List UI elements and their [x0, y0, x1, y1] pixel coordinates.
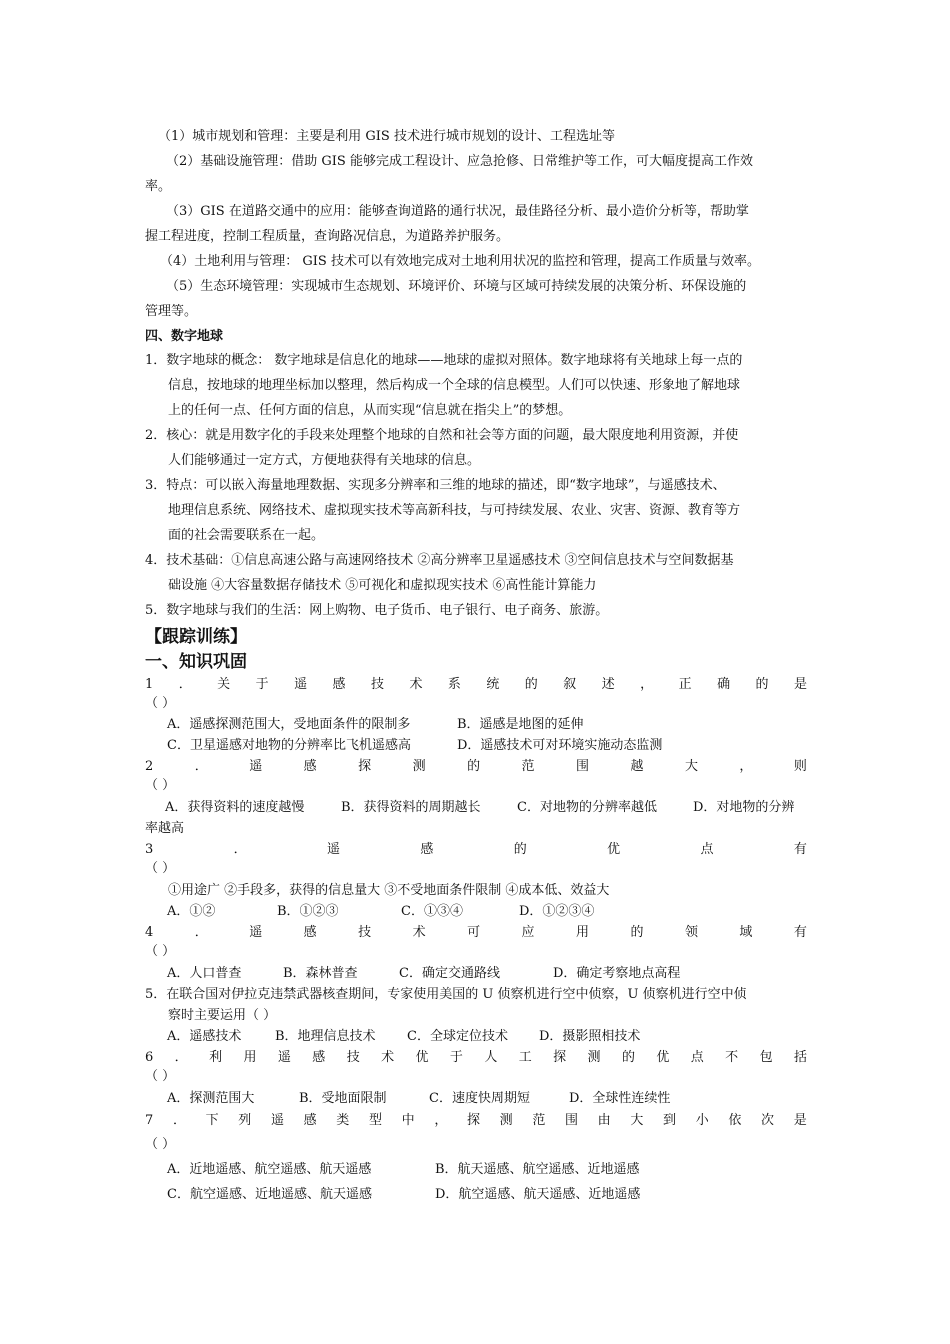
question-3-option-b[interactable]: B．①②③ [277, 904, 339, 919]
question-6-option-c[interactable]: C．速度快周期短 [429, 1091, 530, 1106]
stem-char: 工 [518, 1050, 532, 1065]
question-1-option-b[interactable]: B．遥感是地图的延伸 [457, 717, 584, 732]
stem-char: 优 [656, 1050, 670, 1065]
stem-char: 测 [412, 759, 426, 774]
stem-char: 有 [793, 925, 807, 940]
question-7-blank: （ ） [145, 1137, 176, 1152]
question-4-option-b[interactable]: B．森林普查 [283, 966, 358, 981]
question-5-option-c[interactable]: C．全球定位技术 [407, 1029, 508, 1044]
digital-earth-item-4: 4．技术基础：①信息高速公路与高速网络技术 ②高分辨率卫星遥感技术 ③空间信息技术与空间数据基 [145, 553, 734, 568]
question-7-stem [145, 1112, 807, 1130]
question-6-stem [145, 1049, 807, 1067]
stem-char: 3 [145, 842, 154, 857]
stem-char: 大 [684, 759, 698, 774]
question-4-blank: （ ） [145, 944, 176, 959]
digital-earth-item-1-cont: 信息，按地球的地理坐标加以整理，然后构成一个全球的信息模型。人们可以快速、形象地了解地球 [168, 378, 741, 393]
stem-char: ， [434, 1113, 448, 1128]
question-7-option-d[interactable]: D．航空遥感、航天遥感、近地遥感 [435, 1187, 641, 1202]
stem-char: 遥 [277, 1050, 291, 1065]
stem-char: 遥 [249, 759, 263, 774]
stem-char: 优 [415, 1050, 429, 1065]
stem-char: 于 [255, 677, 269, 692]
stem-char: 范 [521, 759, 535, 774]
stem-char: 正 [678, 677, 692, 692]
digital-earth-item-3-cont2: 面的社会需要联系在一起。 [168, 528, 325, 543]
gis-app-traffic: （3）GIS 在道路交通中的应用：能够查询道路的通行状况，最佳路径分析、最小造价分析等，帮助掌 [166, 204, 749, 219]
stem-char: 域 [739, 925, 753, 940]
question-2-option-b[interactable]: B．获得资料的周期越长 [341, 800, 481, 815]
gis-app-traffic-cont: 握工程进度，控制工程质量，查询路况信息，为道路养护服务。 [145, 229, 510, 244]
stem-char: 依 [728, 1113, 742, 1128]
stem-char: 领 [684, 925, 698, 940]
stem-char: 系 [447, 677, 461, 692]
stem-char: 7 [145, 1113, 154, 1128]
stem-char: 的 [524, 677, 538, 692]
section-heading-digital-earth: 四、数字地球 [145, 329, 224, 344]
question-6-option-a[interactable]: A．探测范围大 [167, 1091, 255, 1106]
question-5-stem-cont: 察时主要运用（ ） [168, 1008, 277, 1023]
stem-char: 探 [553, 1050, 567, 1065]
question-1-option-c[interactable]: C．卫星遥感对地物的分辨率比飞机遥感高 [167, 738, 411, 753]
digital-earth-item-5: 5．数字地球与我们的生活：网上购物、电子货币、电子银行、电子商务、旅游。 [145, 603, 609, 618]
stem-char: ． [194, 759, 208, 774]
stem-char: 探 [466, 1113, 480, 1128]
stem-char: 有 [793, 842, 807, 857]
gis-app-land-use: （4）土地利用与管理： GIS 技术可以有效地完成对土地利用状况的监控和管理，提高工作质量与效率。 [160, 254, 760, 269]
stem-char: 可 [467, 925, 481, 940]
stem-char: 的 [630, 925, 644, 940]
digital-earth-item-3-cont: 地理信息系统、网络技术、虚拟现实技术等高新科技，与可持续发展、农业、灾害、资源、教育等方 [168, 503, 741, 518]
question-1-blank: （ ） [145, 696, 176, 711]
digital-earth-item-1: 1．数字地球的概念： 数字地球是信息化的地球——地球的虚拟对照体。数字地球将有关地球上每一点的 [145, 353, 743, 368]
question-2-option-d-cont: 率越高 [145, 821, 185, 836]
stem-char: 则 [793, 759, 807, 774]
stem-char: 技 [358, 925, 372, 940]
stem-char: 由 [597, 1113, 611, 1128]
stem-char: 感 [303, 1113, 317, 1128]
stem-char: 列 [238, 1113, 252, 1128]
stem-char: ． [172, 1113, 186, 1128]
gis-app-infrastructure-cont: 率。 [145, 179, 172, 194]
stem-char: 术 [381, 1050, 395, 1065]
question-5-stem: 5．在联合国对伊拉克违禁武器核查期间，专家使用美国的 U 侦察机进行空中侦察，U 侦察机进行空中侦 [145, 987, 747, 1002]
question-5-option-a[interactable]: A．遥感技术 [167, 1029, 242, 1044]
stem-char: 4 [145, 925, 154, 940]
stem-char: 人 [484, 1050, 498, 1065]
stem-char: 越 [630, 759, 644, 774]
stem-char: 型 [368, 1113, 382, 1128]
stem-char: 感 [420, 842, 434, 857]
stem-char: 中 [401, 1113, 415, 1128]
stem-char: 统 [486, 677, 500, 692]
stem-char: 的 [467, 759, 481, 774]
digital-earth-item-3: 3．特点：可以嵌入海量地理数据、实现多分辨率和三维的地球的描述，即“数字地球”，与遥感技术、 [145, 478, 726, 493]
question-5-option-d[interactable]: D．摄影照相技术 [539, 1029, 641, 1044]
stem-char: 2 [145, 759, 154, 774]
stem-char: ， [640, 677, 654, 692]
question-3-stem [145, 841, 807, 859]
question-7-option-c[interactable]: C．航空遥感、近地遥感、航天遥感 [167, 1187, 372, 1202]
stem-char: 的 [513, 842, 527, 857]
stem-char: 次 [761, 1113, 775, 1128]
question-1-option-d[interactable]: D．遥感技术可对环境实施动态监测 [457, 738, 663, 753]
digital-earth-item-4-cont: 础设施 ④大容量数据存储技术 ⑤可视化和虚拟现实技术 ⑥高性能计算能力 [168, 578, 597, 593]
stem-char: 是 [793, 677, 807, 692]
question-4-stem [145, 924, 807, 942]
question-7-option-b[interactable]: B．航天遥感、航空遥感、近地遥感 [435, 1162, 640, 1177]
question-5-option-b[interactable]: B．地理信息技术 [275, 1029, 376, 1044]
stem-char: 用 [576, 925, 590, 940]
stem-char: 遥 [249, 925, 263, 940]
question-4-option-c[interactable]: C．确定交通路线 [399, 966, 500, 981]
gis-app-urban-planning: （1）城市规划和管理：主要是利用 GIS 技术进行城市规划的设计、工程选址等 [158, 129, 615, 144]
gis-app-infrastructure: （2）基础设施管理：借助 GIS 能够完成工程设计、应急抢修、日常维护等工作，可大幅度提高工作效 [166, 154, 753, 169]
stem-char: 术 [412, 925, 426, 940]
stem-char: 术 [409, 677, 423, 692]
digital-earth-item-2: 2．核心：就是用数字化的手段来处理整个地球的自然和社会等方面的问题，最大限度地利用资源，并使 [145, 428, 739, 443]
stem-char: 感 [303, 925, 317, 940]
stem-char: ． [233, 842, 247, 857]
question-2-option-d[interactable]: D．对地物的分辨 [693, 800, 795, 815]
stem-char: ． [174, 1050, 188, 1065]
stem-char: 包 [759, 1050, 773, 1065]
stem-char: 范 [532, 1113, 546, 1128]
stem-char: 优 [607, 842, 621, 857]
stem-char: 括 [793, 1050, 807, 1065]
stem-char: 到 [663, 1113, 677, 1128]
stem-char: ． [194, 925, 208, 940]
question-2-option-a[interactable]: A．获得资料的速度越慢 [165, 800, 305, 815]
question-6-option-b[interactable]: B．受地面限制 [299, 1091, 387, 1106]
question-1-stem [145, 676, 807, 694]
stem-char: 确 [717, 677, 731, 692]
stem-char: 的 [621, 1050, 635, 1065]
stem-char: 6 [145, 1050, 154, 1065]
stem-char: 点 [690, 1050, 704, 1065]
stem-char: 1 [145, 677, 154, 692]
stem-char: 遥 [327, 842, 341, 857]
stem-char: 应 [521, 925, 535, 940]
stem-char: 技 [346, 1050, 360, 1065]
stem-char: 探 [358, 759, 372, 774]
stem-char: 测 [587, 1050, 601, 1065]
stem-char: 是 [793, 1113, 807, 1128]
stem-char: 感 [312, 1050, 326, 1065]
question-7-option-a[interactable]: A．近地遥感、航空遥感、航天遥感 [167, 1162, 372, 1177]
stem-char: 遥 [294, 677, 308, 692]
stem-char: 利 [209, 1050, 223, 1065]
stem-char: 小 [695, 1113, 709, 1128]
question-4-option-d[interactable]: D．确定考察地点高程 [553, 966, 681, 981]
question-4-option-a[interactable]: A．人口普查 [167, 966, 242, 981]
stem-char: 感 [332, 677, 346, 692]
stem-char: 点 [700, 842, 714, 857]
question-6-blank: （ ） [145, 1069, 176, 1084]
stem-char: ， [739, 759, 753, 774]
stem-char: 大 [630, 1113, 644, 1128]
stem-char: 不 [725, 1050, 739, 1065]
training-section-heading: 一、知识巩固 [145, 652, 247, 672]
training-title: 【跟踪训练】 [145, 627, 247, 647]
stem-char: 下 [205, 1113, 219, 1128]
question-3-blank: （ ） [145, 861, 176, 876]
gis-app-ecology-cont: 管理等。 [145, 304, 198, 319]
stem-char: 于 [449, 1050, 463, 1065]
stem-char: 感 [303, 759, 317, 774]
stem-char: 类 [336, 1113, 350, 1128]
stem-char: 关 [217, 677, 231, 692]
stem-char: 述 [601, 677, 615, 692]
question-2-blank: （ ） [145, 778, 176, 793]
stem-char: 遥 [270, 1113, 284, 1128]
question-3-option-c[interactable]: C．①③④ [401, 904, 463, 919]
question-2-stem [145, 758, 807, 776]
stem-char: 围 [576, 759, 590, 774]
question-3-option-d[interactable]: D．①②③④ [519, 904, 595, 919]
stem-char: 的 [755, 677, 769, 692]
stem-char: 用 [243, 1050, 257, 1065]
stem-char: 技 [370, 677, 384, 692]
stem-char: ． [178, 677, 192, 692]
gis-app-ecology: （5）生态环境管理：实现城市生态规划、环境评价、环境与区域可持续发展的决策分析、环保设施的 [166, 279, 747, 294]
digital-earth-item-1-cont2: 上的任何一点、任何方面的信息，从而实现“信息就在指尖上”的梦想。 [168, 403, 572, 418]
stem-char: 围 [565, 1113, 579, 1128]
question-1-option-a[interactable]: A．遥感探测范围大，受地面条件的限制多 [167, 717, 411, 732]
digital-earth-item-2-cont: 人们能够通过一定方式，方便地获得有关地球的信息。 [168, 453, 481, 468]
question-2-option-c[interactable]: C．对地物的分辨率越低 [517, 800, 657, 815]
question-6-option-d[interactable]: D．全球性连续性 [569, 1091, 671, 1106]
question-3-option-a[interactable]: A．①② [167, 904, 216, 919]
stem-char: 叙 [563, 677, 577, 692]
stem-char: 测 [499, 1113, 513, 1128]
question-3-statements: ①用途广 ②手段多，获得的信息量大 ③不受地面条件限制 ④成本低、效益大 [168, 883, 610, 898]
